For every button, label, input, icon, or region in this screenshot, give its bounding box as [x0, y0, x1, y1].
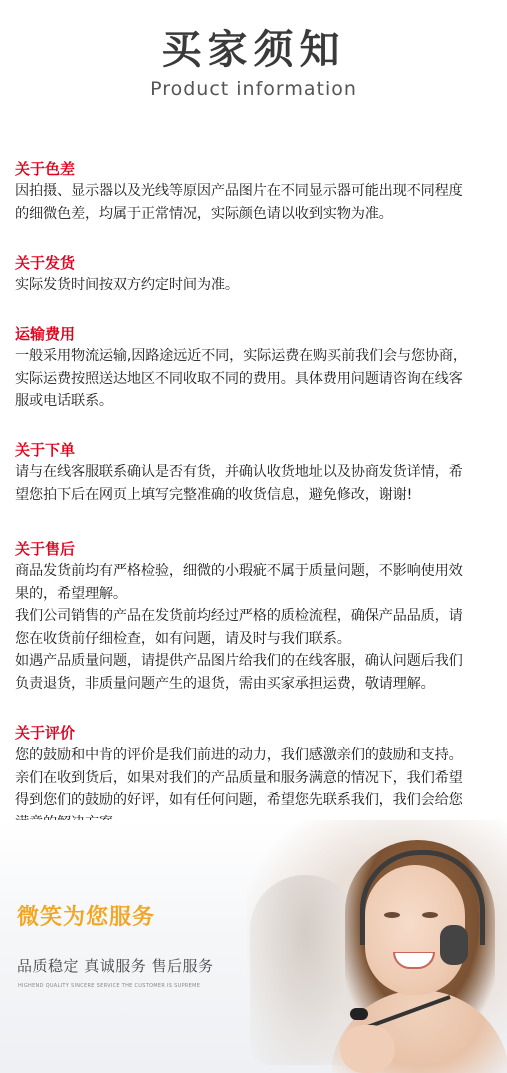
service-banner [0, 820, 507, 1073]
section-text-line: 实际运费按照送达地区不同收取不同的费用。具体费用问题请咨询在线客 [15, 370, 463, 387]
section-after-sales [15, 538, 497, 695]
section-text-line: 您的鼓励和中肯的评价是我们前进的动力，我们感激亲们的鼓励和支持。 [15, 747, 463, 763]
section-text-line: 的细微色差，均属于正常情况，实际颜色请以收到实物为准。 [15, 205, 393, 222]
page-subtitle: Product information [150, 78, 357, 100]
section-shipping [15, 252, 497, 297]
section-shipping-fee [15, 323, 497, 413]
section-heading: 运输费用 [15, 325, 76, 343]
section-text-line: 一般采用物流运输,因路途远近不同，实际运费在购买前我们会与您协商， [15, 348, 467, 364]
page-title: 买家须知 [161, 27, 346, 73]
microphone-icon [350, 1008, 368, 1020]
section-heading: 关于色差 [15, 160, 76, 178]
section-reviews [15, 722, 497, 834]
section-text-line: 商品发货前均有严格检验，细微的小瑕疵不属于质量问题，不影响使用效 [15, 563, 463, 579]
banner-title: 微笑为您服务 [17, 905, 156, 930]
banner-tagline: HIGHEND QUALITY SINCERE SERVICE THE CUSTOMER IS SUPREME [18, 983, 201, 989]
section-heading: 关于售后 [15, 540, 76, 558]
section-text-line: 因拍摄、显示器以及光线等原因产品图片在不同显示器可能出现不同程度 [15, 183, 463, 199]
section-text-line: 亲们在收到货后，如果对我们的产品质量和服务满意的情况下，我们希望 [15, 769, 463, 786]
section-text-line: 果的，希望理解。 [15, 585, 127, 602]
section-heading: 关于下单 [15, 441, 76, 459]
section-ordering [15, 439, 497, 506]
agent-hand [340, 1025, 395, 1073]
section-text-line: 请与在线客服联系确认是否有货，并确认收货地址以及协商发货详情，希 [15, 464, 463, 480]
section-text-line: 负责退货，非质量问题产生的退货，需由买家承担运费，敬请理解。 [15, 675, 435, 692]
section-text-line: 您在收货前仔细检查，如有问题，请及时与我们联系。 [15, 630, 351, 647]
section-text-line: 实际发货时间按双方约定时间为准。 [15, 277, 239, 293]
section-heading: 关于评价 [15, 724, 76, 742]
section-text-line: 得到您们的鼓励的好评，如有任何问题，希望您先联系我们，我们会给您 [15, 792, 463, 808]
banner-subtitle: 品质稳定 真诚服务 售后服务 [17, 957, 214, 975]
section-text-line: 我们公司销售的产品在发货前均经过严格的质检流程，确保产品品质，请 [15, 608, 463, 624]
headset-earcup [440, 925, 468, 965]
section-text-line: 如遇产品质量问题，请提供产品图片给我们的在线客服，确认问题后我们 [15, 653, 463, 669]
section-text-line: 望您拍下后在网页上填写完整准确的收货信息，避免修改，谢谢! [15, 486, 413, 503]
section-heading: 关于发货 [15, 254, 76, 272]
section-text-line: 服或电话联系。 [15, 393, 113, 409]
section-color-difference [15, 158, 497, 225]
